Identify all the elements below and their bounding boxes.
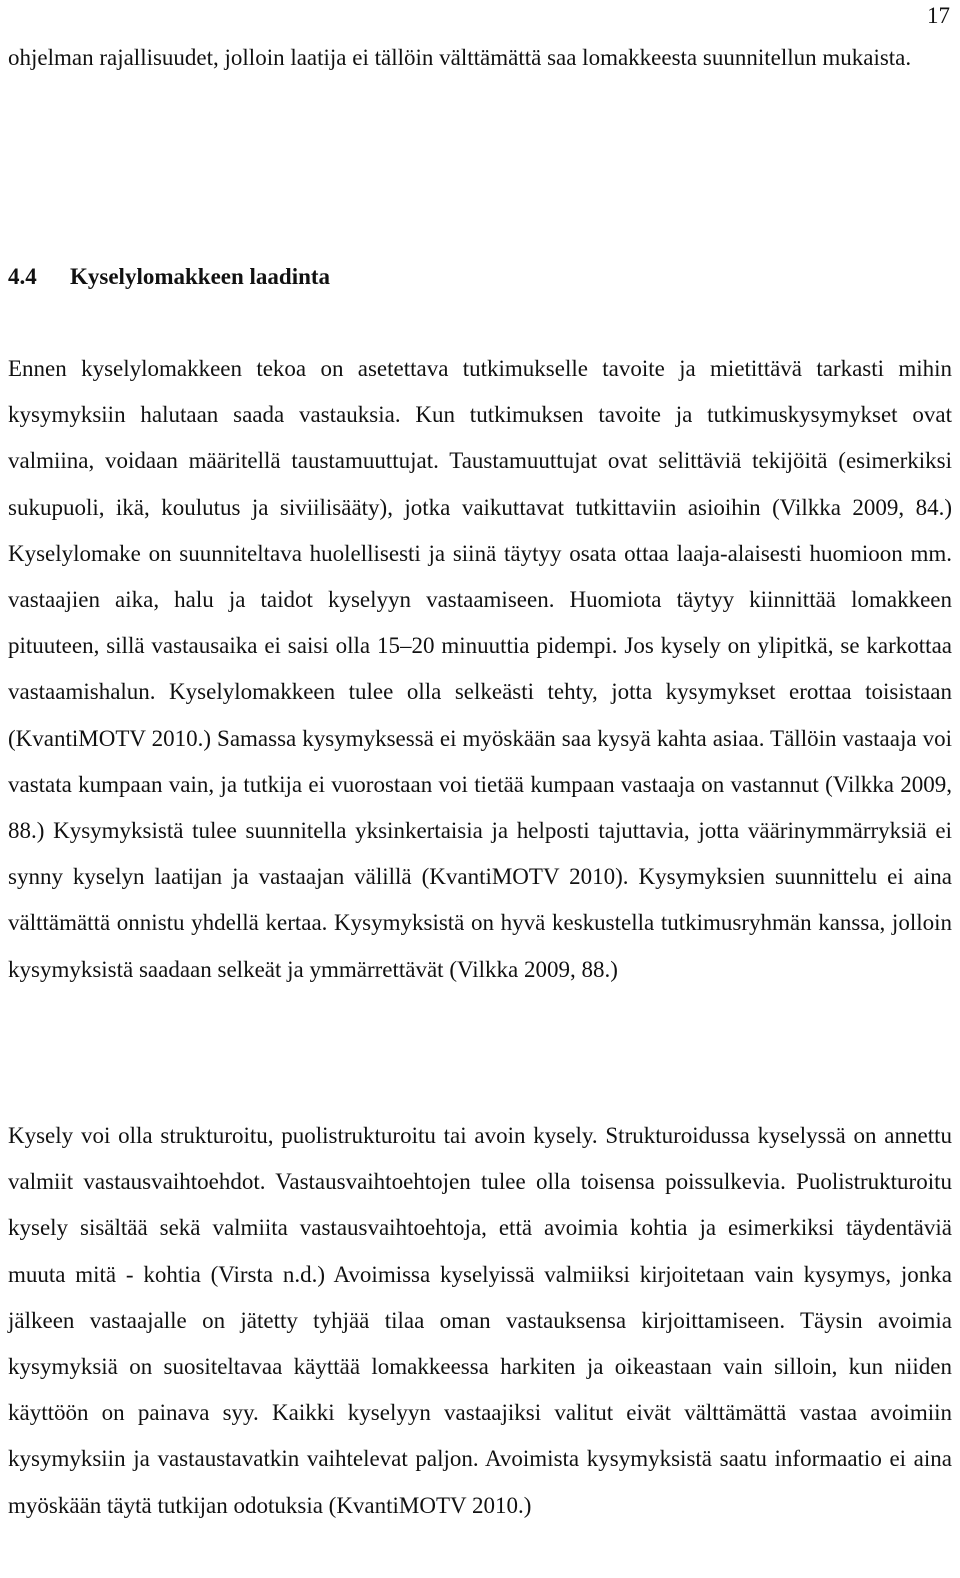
section-number: 4.4 — [8, 264, 37, 289]
section-title: Kyselylomakkeen laadinta — [70, 264, 331, 289]
page-number: 17 — [927, 3, 950, 28]
section-heading — [8, 254, 330, 300]
body-paragraph-1: Ennen kyselylomakkeen tekoa on asetettava tutkimukselle tavoite ja mietittävä tarkasti mihin kysymyksiin halutaan saada vastauksia. Kun tutkimuksen tavoite ja tutkimuskysymykset ovat valmiina, voidaan määritellä taustamuuttujat. Taustamuuttujat ovat selittäviä tekijöitä (esimerkiksi sukupuoli, ikä, koulutus ja siviilisääty), jotka vaikuttavat tutkittaviin asioihin (Vilkka 2009, 84.) Kyselylomake on suunniteltava huolellisesti ja siinä täytyy osata ottaa laaja-alaisesti huomioon mm. vastaajien aika, halu ja taidot kyselyyn vastaamiseen. Huomiota täytyy kiinnittää lomakkeen pituuteen, sillä vastausaika ei saisi olla 15–20 minuuttia pidempi. Jos kysely on ylipitkä, se karkottaa vastaamishalun. Kyselylomakkeen tulee olla selkeästi tehty, jotta kysymykset erottaa toisistaan (KvantiMOTV 2010.) Samassa kysymyksessä ei myöskään saa kysyä kahta asiaa. Tällöin vastaaja voi vastata kumpaan vain, ja tutkija ei vuorostaan voi tietää kumpaan vastaaja on vastannut (Vilkka 2009, 88.) Kysymyksistä tulee suunnitella yksinkertaisia ja helposti tajuttavia, jotta väärinymmärryksiä ei synny kyselyn laatijan ja vastaajan välillä (KvantiMOTV 2010). Kysymyksien suunnittelu ei aina välttämättä onnistu yhdellä kertaa. Kysymyksistä on hyvä keskustella tutkimusryhmän kanssa, jolloin kysymyksistä saadaan selkeät ja ymmärrettävät (Vilkka 2009, 88.) — [8, 356, 952, 982]
intro-paragraph: ohjelman rajallisuudet, jolloin laatija ei tällöin välttämättä saa lomakkeesta suunnitellun mukaista. — [8, 45, 912, 70]
body-paragraph-2: Kysely voi olla strukturoitu, puolistrukturoitu tai avoin kysely. Strukturoidussa kyselyssä on annettu valmiit vastausvaihtoehdot. Vastausvaihtoehtojen tulee olla toisensa poissulkevia. Puolistrukturoitu kysely sisältää sekä valmiita vastausvaihtoehtoja, että avoimia kohtia ja esimerkiksi täydentäviä muuta mitä - kohtia (Virsta n.d.) Avoimissa kyselyissä valmiiksi kirjoitetaan vain kysymys, jonka jälkeen vastaajalle on jätetty tyhjää tilaa oman vastauksensa kirjoittamiseen. Täysin avoimia kysymyksiä on suositeltavaa käyttää lomakkeessa harkiten ja oikeastaan vain silloin, kun niiden käyttöön on painava syy. Kaikki kyselyyn vastaajiksi valitut eivät välttämättä vastaa avoimiin kysymyksiin ja vastaustavatkin vaihtelevat paljon. Avoimista kysymyksistä saatu informaatio ei aina myöskään täytä tutkijan odotuksia (KvantiMOTV 2010.) — [8, 1123, 952, 1518]
